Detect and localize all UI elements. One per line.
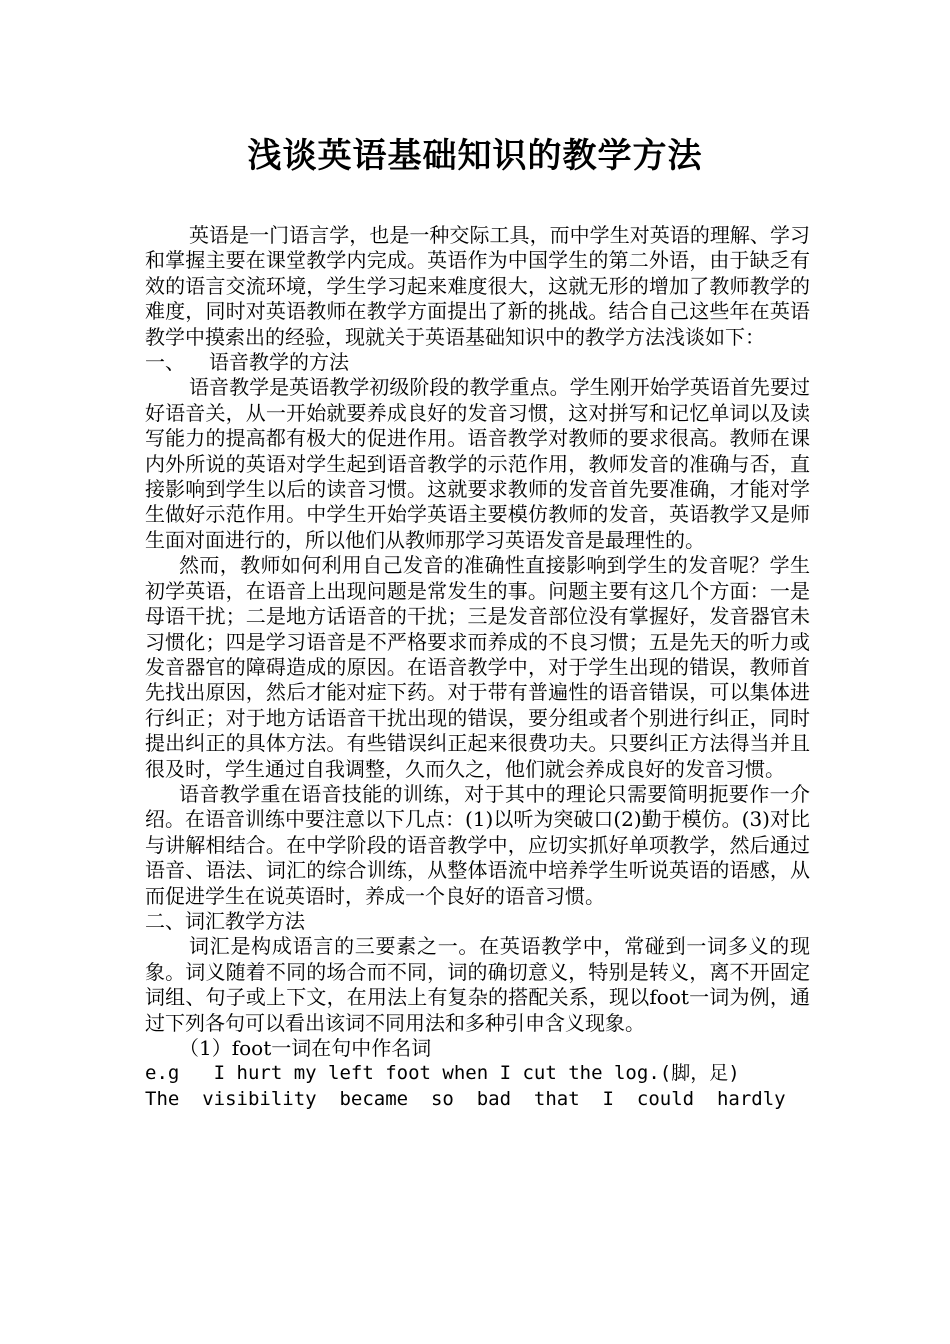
body-paragraph: 语音教学是英语教学初级阶段的教学重点。学生刚开始学英语首先要过好语音关，从一开始就要养成良好的发音习惯，这对拼写和记忆单词以及读写能力的提高都有极大的促进作用。语音教学对教师的要求很高。教师在课内外所说的英语对学生起到语音教学的示范作用，教师发音的准确与否，直接影响到学生以后的读音习惯。这就要求教师的发音首先要准确，才能对学生做好示范作用。中学生开始学英语主要模仿教师的发音，英语教学又是师生面对面进行的，所以他们从教师那学习英语发音是最理性的。 [145, 375, 810, 552]
body-paragraph: 语音教学重在语音技能的训练，对于其中的理论只需要简明扼要作一介绍。在语音训练中要注意以下几点：(1)以听为突破口(2)勤于模仿。(3)对比与讲解相结合。在中学阶段的语音教学中，应切实抓好单项教学，然后通过语音、语法、词汇的综合训练，从整体语流中培养学生听说英语的语感，从而促进学生在说英语时，养成一个良好的语音习惯。 [145, 781, 810, 908]
section-heading-1 [145, 350, 810, 375]
intro-paragraph: 英语是一门语言学，也是一种交际工具，而中学生对英语的理解、学习和掌握主要在课堂教学内完成。英语作为中国学生的第二外语，由于缺乏有效的语言交流环境，学生学习起来难度很大，这就无形的增加了教师教学的难度，同时对英语教师在教学方面提出了新的挑战。结合自己这些年在英语教学中摸索出的经验，现就关于英语基础知识中的教学方法浅谈如下： [145, 223, 810, 349]
body-paragraph: 然而，教师如何利用自己发音的准确性直接影响到学生的发音呢？学生初学英语，在语音上出现问题是常发生的事。问题主要有这几个方面：一是母语干扰；二是地方话语音的干扰；三是发音部位没有掌握好，发音器官未习惯化；四是学习语音是不严格要求而养成的不良习惯；五是先天的听力或发音器官的障碍造成的原因。在语音教学中，对于学生出现的错误，教师首先找出原因，然后才能对症下药。对于带有普遍性的语音错误，可以集体进行纠正；对于地方话语音干扰出现的错误，要分组或者个别进行纠正，同时提出纠正的具体方法。有些错误纠正起来很费功夫。只要纠正方法得当并且很及时，学生通过自我调整，久而久之，他们就会养成良好的发音习惯。 [145, 553, 810, 781]
section-heading-2: 二、词汇教学方法 [145, 908, 305, 933]
section-title: 语音教学的方法 [209, 350, 349, 375]
document-body [145, 223, 810, 1112]
example-sentence: e.g I hurt my left foot when I cut the log.(脚，足) [145, 1062, 740, 1085]
document-title: 浅谈英语基础知识的教学方法 [247, 136, 703, 176]
list-item: （1）foot一词在句中作名词 [179, 1036, 432, 1060]
body-paragraph: 词汇是构成语言的三要素之一。在英语教学中，常碰到一词多义的现象。词义随着不同的场合而不同，词的确切意义，特别是转义，离不开固定词组、句子或上下文，在用法上有复杂的搭配关系，现以foot一词为例，通过下列各句可以看出该词不同用法和多种引申含义现象。 [145, 934, 810, 1035]
section-number: 一、 [145, 350, 185, 375]
example-sentence: The visibility became so bad that I could hardly [145, 1087, 786, 1110]
